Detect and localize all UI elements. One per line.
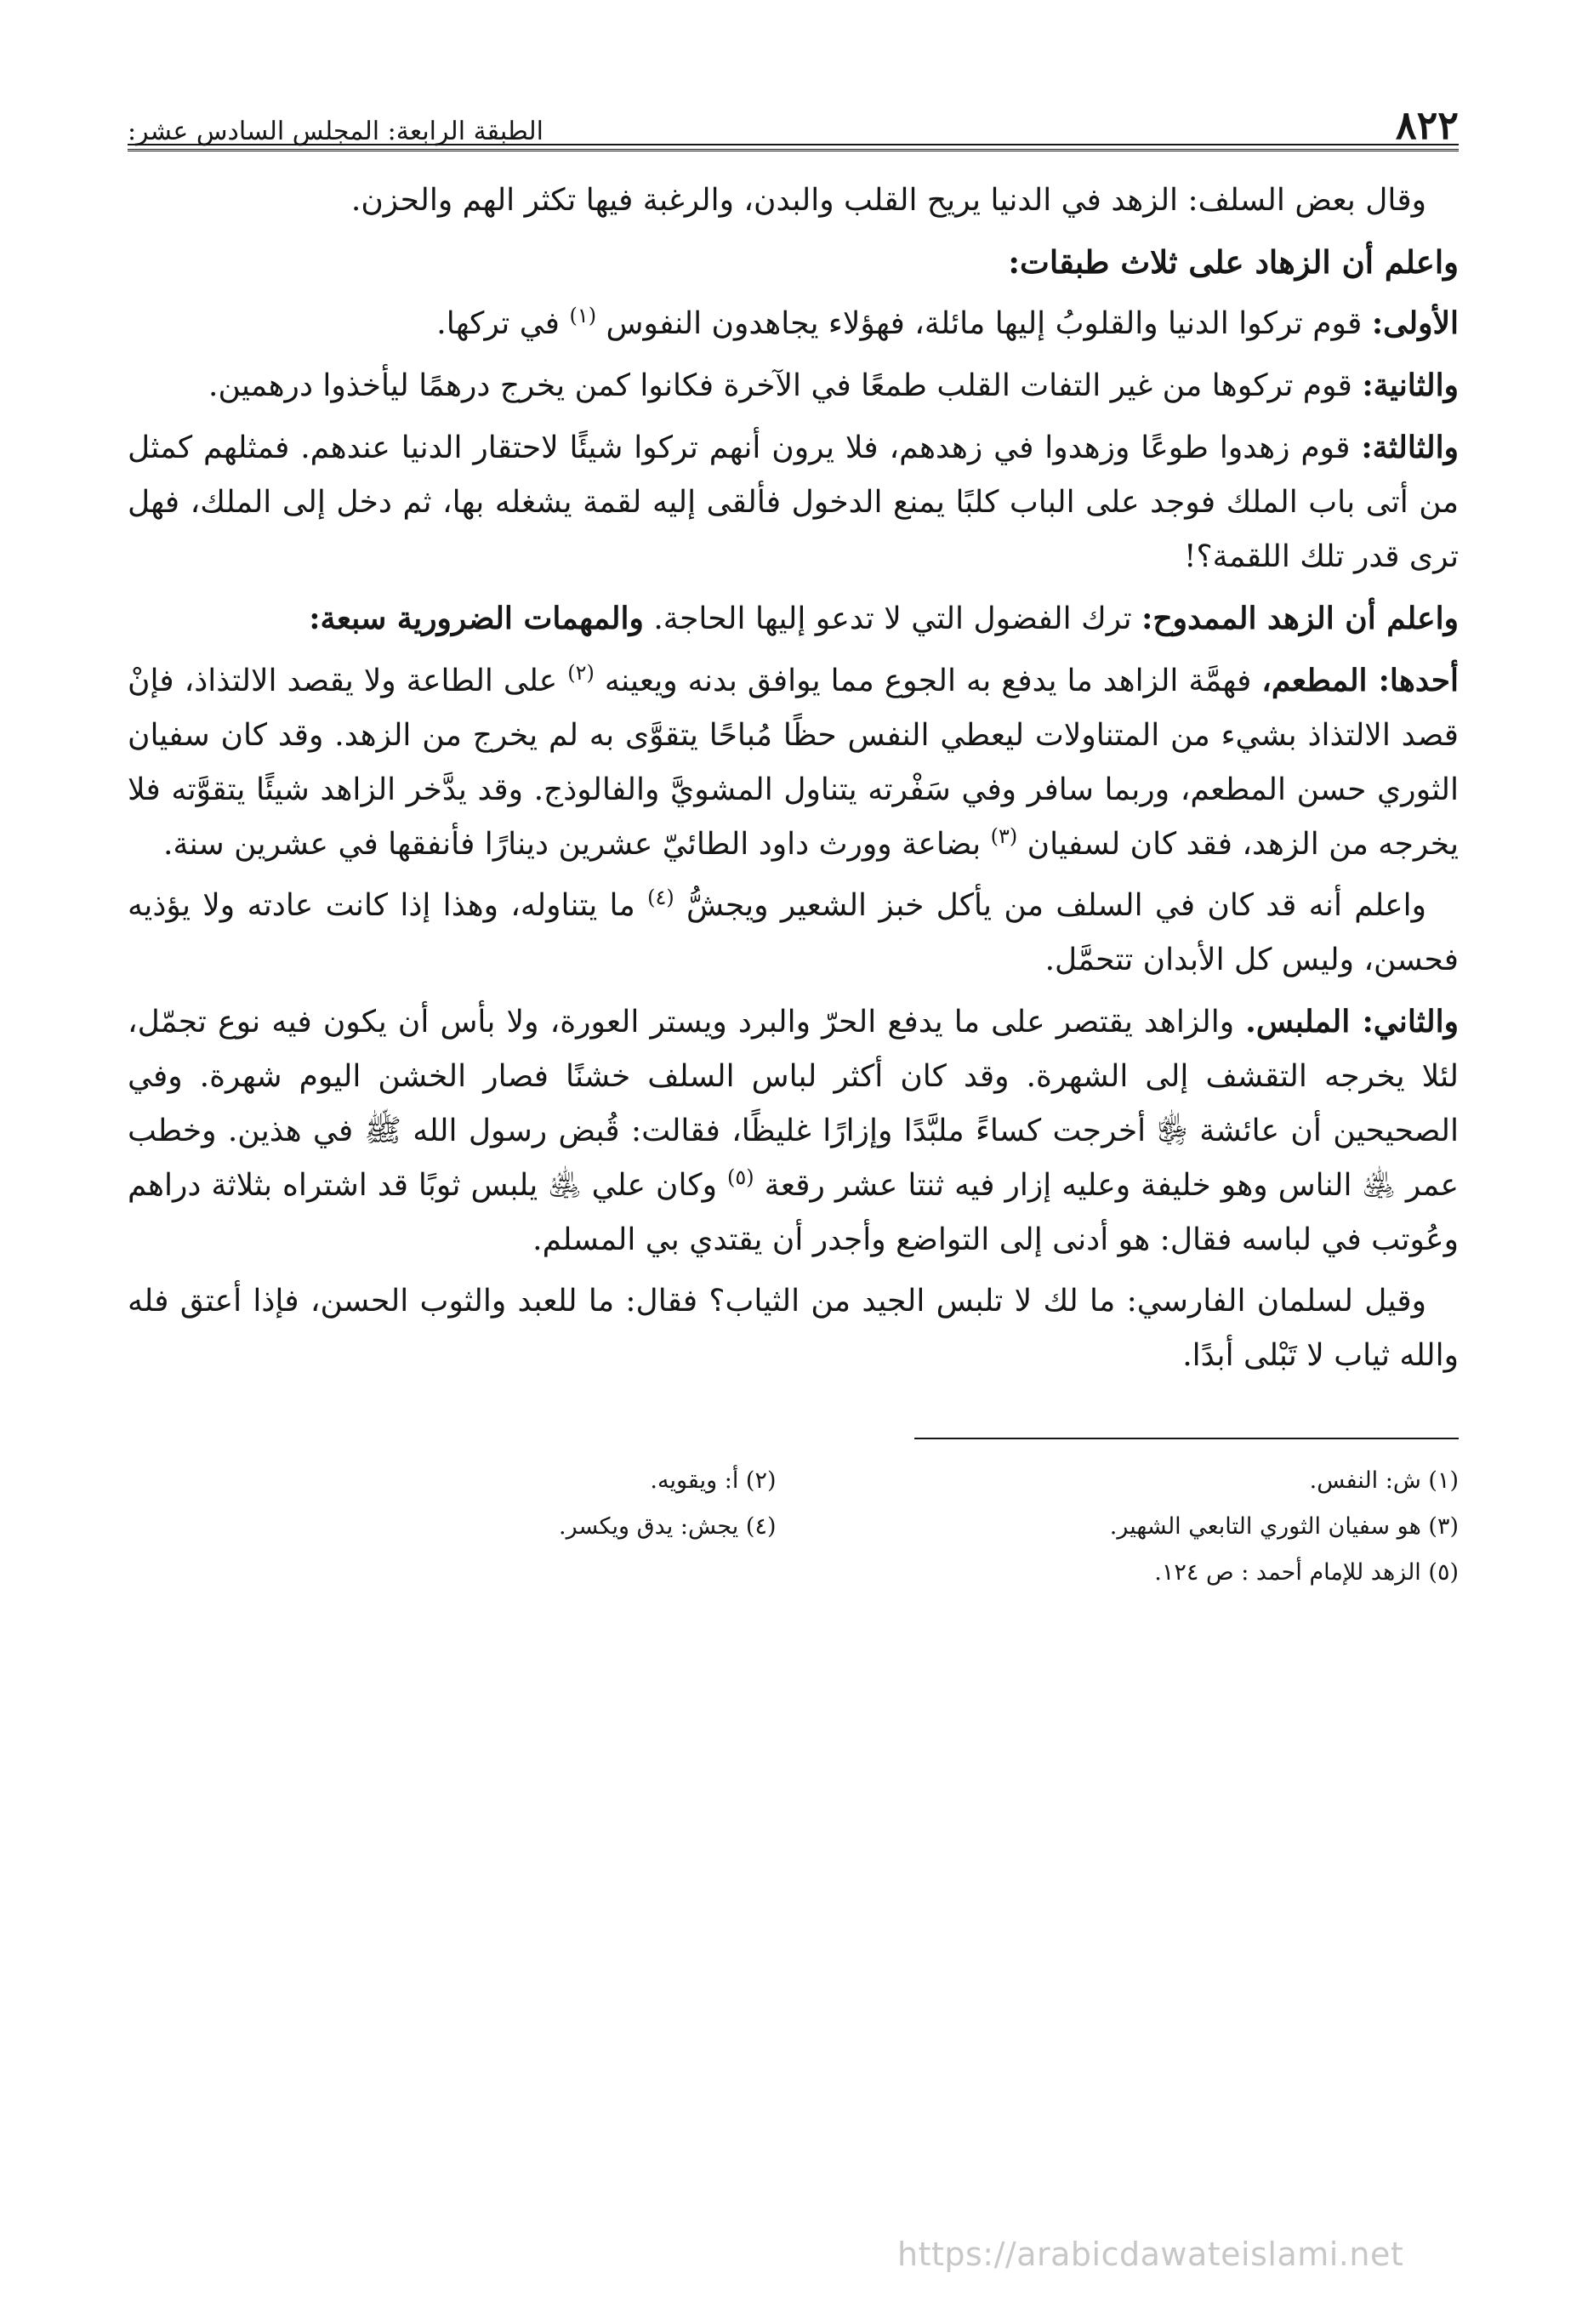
lead-clothing: والثاني: الملبس. <box>1245 1004 1460 1040</box>
text-clothing-2: وكان علي ﵁ يلبس ثوبًا قد اشتراه بثلاثة دراهم وعُوتب في لباسه فقال: هو أدنى إلى التواضع وأجدر أن يقتدي بي المسلم. <box>128 1168 1459 1257</box>
lead-second: والثانية: <box>1362 367 1459 403</box>
text-praised-zuhd: ترك الفضول التي لا تدعو إليها الحاجة. <box>643 601 1142 636</box>
lead-third: والثالثة: <box>1361 430 1459 465</box>
paragraph-clothing <box>128 994 1459 1267</box>
running-head <box>128 94 1459 150</box>
text-food-3: بضاعة وورث داود الطائيّ عشرين دينارًا فأنفقها في عشرين سنة. <box>162 827 991 862</box>
paragraph-first-level <box>128 296 1459 351</box>
footnote-ref-5[interactable]: (٥) <box>726 1165 754 1189</box>
text-food-2: على الطاعة ولا يقصد الالتذاذ، فإنْ قصد الالتذاذ بشيء من المتناولات ليعطي النفس حظًا مُباحًا يتقوَّى به لم يخرج من الزهد. وقد كان سفيان الثوري حسن المطعم، وربما سافر وفي سَفْرته يتناول المشويَّ والفالوذج. وقد يدَّخر الزاهد شيئًا يتقوَّته فلا يخرجه من الزهد، فقد كان لسفيان <box>128 664 1459 862</box>
body-text <box>128 174 1459 1383</box>
text-third: قوم زهدوا طوعًا وزهدوا في زهدهم، فلا يرون أنهم تركوا شيئًا لاحتقار الدنيا عندهم. فمثلهم كمثل من أتى باب الملك فوجد على الباب كلبًا يمنع الدخول فألقى إليه لقمة يشغله بها، ثم دخل إلى الملك، فهل ترى قدر تلك اللقمة؟! <box>128 430 1459 574</box>
footnote-4: (٤) يجش: يدق ويكسر. <box>559 1513 777 1540</box>
footnote-ref-1[interactable]: (١) <box>569 304 597 328</box>
footnote-5: (٥) الزهد للإمام أحمد : ص ١٢٤. <box>1154 1559 1459 1586</box>
text-second: قوم تركوها من غير التفات القلب طمعًا في الآخرة فكانوا كمن يخرج درهمًا ليأخذوا درهمين. <box>208 368 1363 403</box>
text-first: قوم تركوا الدنيا والقلوبُ إليها مائلة، فهؤلاء يجاهدون النفوس <box>596 306 1372 341</box>
paragraph-praised-zuhd <box>128 591 1459 647</box>
page-number: ٨٢٢ <box>1395 102 1459 148</box>
section-title: الطبقة الرابعة: المجلس السادس عشر: <box>128 117 543 146</box>
paragraph-salman: وقيل لسلمان الفارسي: ما لك لا تلبس الجيد من الثياب؟ فقال: ما للعبد والثوب الحسن، فإذا أعتق فله والله ثياب لا تَبْلى أبدًا. <box>128 1284 1459 1373</box>
footnote-ref-4[interactable]: (٤) <box>647 886 674 909</box>
watermark-url: https://arabicdawateislami.net <box>897 2236 1404 2273</box>
lead-first: الأولى: <box>1371 305 1459 341</box>
footnote-separator <box>914 1438 1459 1439</box>
header-rule <box>128 144 1459 150</box>
heading-three-levels: واعلم أن الزهاد على ثلاث طبقات: <box>1008 243 1459 281</box>
paragraph-barley-bread <box>128 879 1459 988</box>
lead-food: أحدها: المطعم، <box>1261 663 1460 698</box>
text-barley-2: ما يتناوله، وهذا إذا كانت عادته ولا يؤذيه فحسن، وليس كل الأبدان تتحمَّل. <box>128 888 1459 977</box>
footnote-ref-2[interactable]: (٢) <box>567 661 595 685</box>
paragraph-third-level <box>128 420 1459 584</box>
footnote-2: (٢) أ: ويقويه. <box>650 1467 777 1494</box>
paragraph-salaf-saying: وقال بعض السلف: الزهد في الدنيا يريح القلب والبدن، والرغبة فيها تكثر الهم والحزن. <box>350 183 1426 218</box>
footnote-ref-3[interactable]: (٣) <box>990 824 1018 848</box>
text-first-tail: في تركها. <box>436 306 570 341</box>
text-barley: واعلم أنه قد كان في السلف من يأكل خبز الشعير ويجشُّ <box>674 888 1426 923</box>
footnotes <box>128 1461 1459 1599</box>
text-clothing: والزاهد يقتصر على ما يدفع الحرّ والبرد ويستر العورة، ولا بأس أن يكون فيه نوع تجمّل، لئلا يخرجه التقشف إلى الشهرة. وقد كان أكثر لباس السلف خشنًا فصار الخشن اليوم شهرة. وفي الصحيحين أن عائشة ﵂ أخرجت كساءً ملبَّدًا وإزارًا غليظًا، فقالت: قُبض رسول الله ﷺ في هذين. وخطب عمر ﵁ الناس وهو خليفة وعليه إزار فيه ثنتا عشر رقعة <box>128 1005 1459 1203</box>
lead-necessities: والمهمات الضرورية سبعة: <box>309 601 644 636</box>
footnote-3: (٣) هو سفيان الثوري التابعي الشهير. <box>1109 1513 1459 1540</box>
book-page <box>128 94 1459 2271</box>
lead-praised-zuhd: واعلم أن الزهد الممدوح: <box>1141 601 1459 636</box>
paragraph-food <box>128 653 1459 872</box>
paragraph-second-level <box>128 358 1459 413</box>
text-food: فهمَّة الزاهد ما يدفع به الجوع مما يوافق بدنه ويعينه <box>594 664 1262 698</box>
footnote-1: (١) ش: النفس. <box>1309 1467 1459 1494</box>
